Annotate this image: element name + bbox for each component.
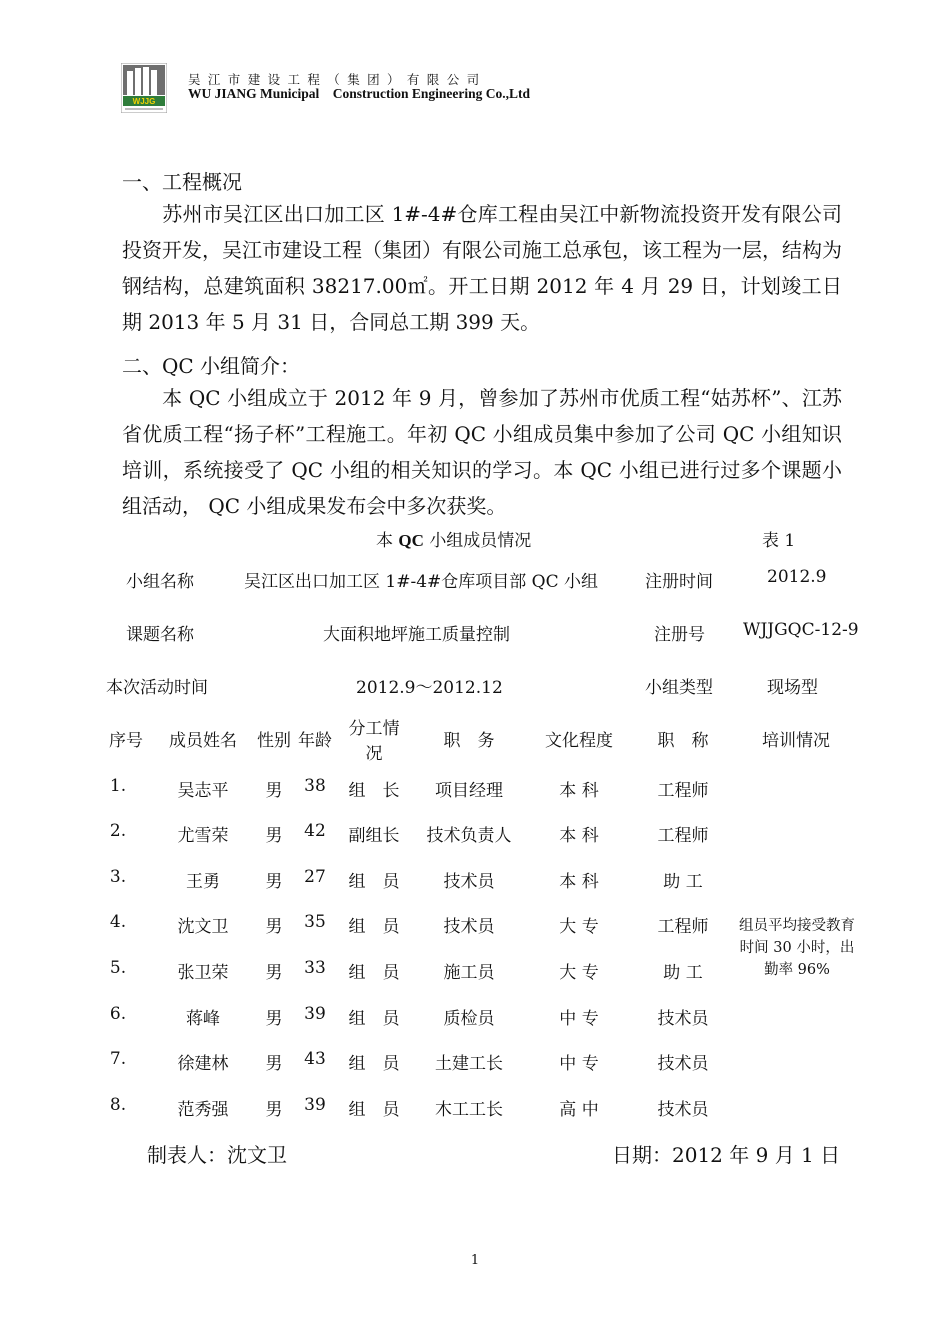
- col-edu: 文化程度: [545, 731, 613, 751]
- row-age: 38: [304, 776, 326, 796]
- row-age: 27: [304, 867, 326, 887]
- row-age: 42: [304, 821, 326, 841]
- group-name-label: 小组名称: [126, 572, 194, 592]
- row-duty: 技术员: [443, 872, 495, 892]
- table-number: 表 1: [762, 531, 796, 551]
- training-note: 组员平均接受教育时间 30 小时，出勤率 96%: [739, 918, 855, 978]
- made-by: 制表人：沈文卫: [147, 1143, 287, 1167]
- row-age: 35: [304, 912, 326, 932]
- row-title: 助 工: [663, 872, 703, 892]
- row-no: 1.: [109, 776, 127, 796]
- row-name: 蒋峰: [186, 1009, 220, 1029]
- section1-title: 一、工程概况: [122, 170, 242, 194]
- section2-title: 二、QC 小组简介：: [122, 354, 301, 378]
- row-edu: 本 科: [559, 826, 599, 846]
- section1-text: 苏州市吴江区出口加工区 1#-4#仓库工程由吴江中新物流投资开发有限公司投资开发，吴江市建设工程（集团）有限公司施工总承包，该工程为一层，结构为钢结构，总建筑面积 38217.00㎡。开工日期 2012 年 4 月 29 日，计划竣工日期 2013 年 5 月 31 日，合同总工期 399 天。: [122, 202, 842, 334]
- row-edu: 本 科: [559, 781, 599, 801]
- row-duty: 施工员: [443, 963, 495, 983]
- row-duty: 质检员: [443, 1009, 495, 1029]
- row-role: 组 员: [348, 963, 400, 983]
- topic-value: 大面积地坪施工质量控制: [323, 625, 510, 645]
- reg-no-label: 注册号: [654, 625, 705, 645]
- row-name: 范秀强: [177, 1100, 229, 1120]
- row-role: 组 员: [348, 917, 400, 937]
- type-label: 小组类型: [645, 678, 713, 698]
- row-no: 2.: [109, 821, 127, 841]
- reg-time-value: 2012.9: [767, 567, 827, 587]
- row-edu: 大 专: [559, 963, 599, 983]
- row-role: 副组长: [348, 826, 400, 846]
- row-duty: 项目经理: [435, 781, 503, 801]
- row-age: 39: [304, 1004, 326, 1024]
- row-title: 工程师: [657, 781, 709, 801]
- page-number: 1: [470, 1253, 480, 1268]
- row-edu: 本 科: [559, 872, 599, 892]
- section2-body: [122, 380, 842, 524]
- company-logo: [121, 63, 167, 113]
- row-duty: 木工工长: [435, 1100, 503, 1120]
- col-name: 成员姓名: [169, 731, 237, 751]
- section2-text: 本 QC 小组成立于 2012 年 9 月，曾参加了苏州市优质工程“姑苏杯”、江苏省优质工程“扬子杯”工程施工。年初 QC 小组成员集中参加了公司 QC 小组知识培训，系统接受了 QC 小组的相关知识的学习。本 QC 小组已进行过多个课题小组活动， QC 小组成果发布会中多次获奖。: [122, 386, 842, 518]
- row-no: 3.: [109, 867, 127, 887]
- table-caption: 本 QC 小组成员情况: [376, 531, 532, 551]
- company-name-cn: 吴江市建设工程（集团）有限公司: [188, 72, 487, 87]
- row-title: 技术员: [657, 1100, 709, 1120]
- row-role: 组 员: [348, 1009, 400, 1029]
- col-no: 序号: [109, 731, 143, 751]
- company-name-en: WU JIANG Municipal Construction Engineering Co.,Ltd: [188, 86, 531, 101]
- row-name: 吴志平: [177, 781, 229, 801]
- col-role-line2: 况: [365, 744, 383, 764]
- row-duty: 技术负责人: [426, 826, 512, 846]
- activity-label: 本次活动时间: [106, 678, 208, 698]
- row-name: 张卫荣: [177, 963, 229, 983]
- row-gender: 男: [265, 1100, 283, 1120]
- row-name: 沈文卫: [177, 917, 229, 937]
- col-age: 年龄: [298, 731, 332, 751]
- row-title: 工程师: [657, 826, 709, 846]
- row-title: 技术员: [657, 1009, 709, 1029]
- row-gender: 男: [265, 917, 283, 937]
- row-title: 技术员: [657, 1054, 709, 1074]
- col-train: 培训情况: [762, 731, 830, 751]
- group-name-value: 吴江区出口加工区 1#-4#仓库项目部 QC 小组: [244, 572, 599, 592]
- col-title: 职 称: [657, 731, 709, 751]
- row-name: 尤雪荣: [177, 826, 229, 846]
- row-age: 33: [304, 958, 326, 978]
- row-edu: 高 中: [559, 1100, 599, 1120]
- row-name: 王勇: [186, 872, 220, 892]
- row-duty: 土建工长: [435, 1054, 503, 1074]
- logo-text: WJJG: [132, 97, 156, 106]
- col-duty: 职 务: [443, 731, 495, 751]
- row-name: 徐建林: [177, 1054, 229, 1074]
- row-gender: 男: [265, 963, 283, 983]
- row-no: 4.: [109, 912, 127, 932]
- row-no: 5.: [109, 958, 127, 978]
- activity-value: 2012.9～2012.12: [356, 678, 503, 698]
- row-edu: 大 专: [559, 917, 599, 937]
- row-no: 6.: [109, 1004, 127, 1024]
- row-age: 39: [304, 1095, 326, 1115]
- reg-no-value: WJJGQC-12-9: [743, 620, 859, 640]
- section1-body: [122, 196, 842, 340]
- col-role-line1: 分工情: [348, 719, 400, 739]
- row-edu: 中 专: [559, 1054, 599, 1074]
- row-role: 组 员: [348, 1100, 400, 1120]
- row-role: 组 员: [348, 1054, 400, 1074]
- topic-label: 课题名称: [126, 625, 194, 645]
- reg-time-label: 注册时间: [645, 572, 713, 592]
- row-gender: 男: [265, 1009, 283, 1029]
- row-role: 组 员: [348, 872, 400, 892]
- type-value: 现场型: [767, 678, 818, 698]
- row-title: 助 工: [663, 963, 703, 983]
- col-gender: 性别: [257, 731, 291, 751]
- row-edu: 中 专: [559, 1009, 599, 1029]
- row-duty: 技术员: [443, 917, 495, 937]
- row-gender: 男: [265, 826, 283, 846]
- row-title: 工程师: [657, 917, 709, 937]
- row-gender: 男: [265, 1054, 283, 1074]
- row-age: 43: [304, 1049, 326, 1069]
- table-date: 日期：2012 年 9 月 1 日: [612, 1143, 841, 1167]
- row-no: 7.: [109, 1049, 127, 1069]
- row-gender: 男: [265, 872, 283, 892]
- row-role: 组 长: [348, 781, 400, 801]
- row-gender: 男: [265, 781, 283, 801]
- row-no: 8.: [109, 1095, 127, 1115]
